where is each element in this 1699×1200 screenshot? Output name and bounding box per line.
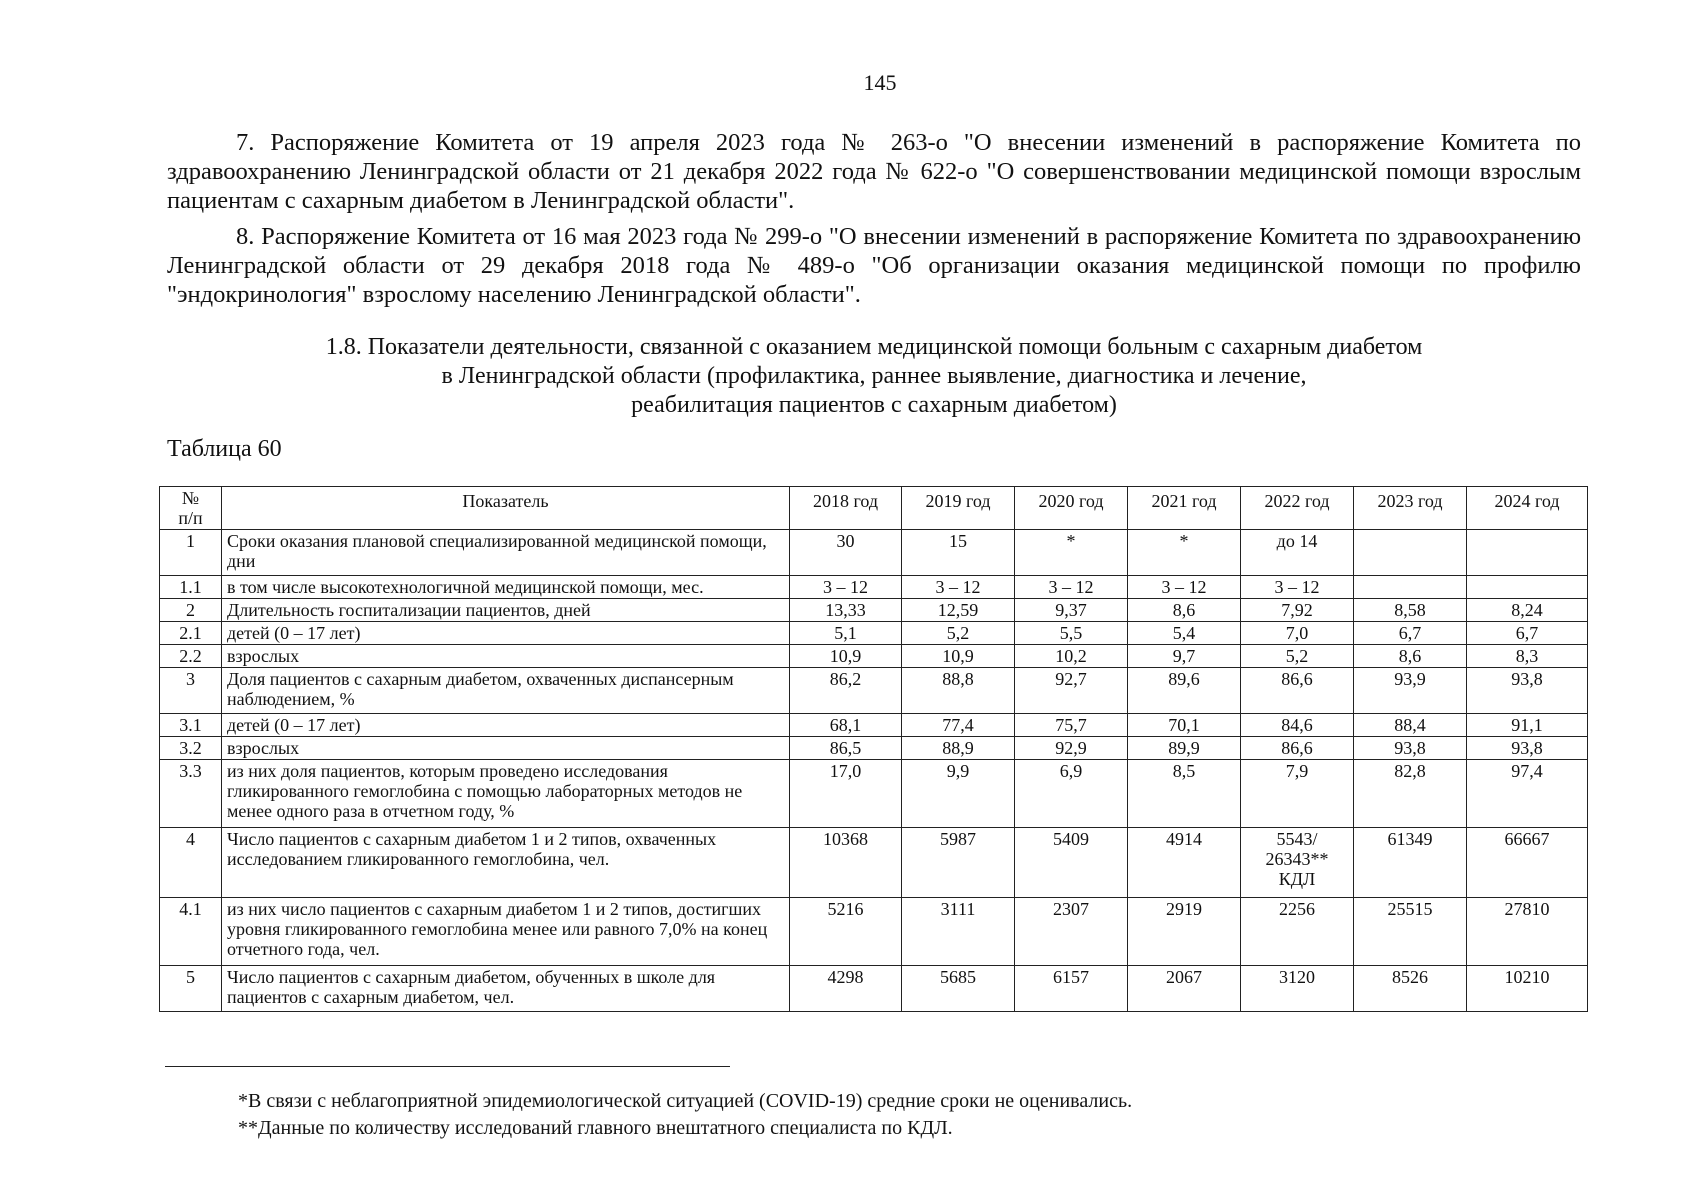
table-row: [160, 576, 1588, 599]
row-value: 5987: [902, 828, 1015, 898]
page-number: 145: [863, 70, 897, 95]
row-indicator: детей (0 – 17 лет): [222, 622, 790, 645]
row-value: 86,5: [790, 737, 902, 760]
table-row: [160, 668, 1588, 714]
row-value: 30: [790, 530, 902, 576]
header-year: 2024 год: [1467, 487, 1588, 530]
row-value: 86,6: [1241, 737, 1354, 760]
row-value: 9,37: [1015, 599, 1128, 622]
row-value: 2919: [1128, 898, 1241, 966]
row-number: 3.3: [160, 760, 222, 828]
row-value: 88,4: [1354, 714, 1467, 737]
row-value: 89,9: [1128, 737, 1241, 760]
row-value: [1467, 530, 1588, 576]
table-header-row: [160, 487, 1588, 530]
row-value: 92,7: [1015, 668, 1128, 714]
table-row: [160, 898, 1588, 966]
row-value: 3 – 12: [902, 576, 1015, 599]
section-title-line: реабилитация пациентов с сахарным диабетом): [631, 392, 1117, 418]
row-value: 10368: [790, 828, 902, 898]
row-value: 10,9: [902, 645, 1015, 668]
row-value: 6,7: [1467, 622, 1588, 645]
row-value: 5685: [902, 966, 1015, 1012]
row-value: 84,6: [1241, 714, 1354, 737]
row-value: 5543/ 26343** КДЛ: [1241, 828, 1354, 898]
row-value: 82,8: [1354, 760, 1467, 828]
row-number: 3.2: [160, 737, 222, 760]
row-value: 7,0: [1241, 622, 1354, 645]
table-row: [160, 530, 1588, 576]
row-value: 92,9: [1015, 737, 1128, 760]
row-value: 8,6: [1354, 645, 1467, 668]
row-value: *: [1128, 530, 1241, 576]
header-num: [160, 487, 222, 530]
footnote-2: **Данные по количеству исследований главного внештатного специалиста по КДЛ.: [238, 1117, 953, 1139]
row-value: *: [1015, 530, 1128, 576]
table-row: [160, 966, 1588, 1012]
row-value: 66667: [1467, 828, 1588, 898]
row-value: 7,9: [1241, 760, 1354, 828]
row-value: 2067: [1128, 966, 1241, 1012]
table-row: [160, 714, 1588, 737]
row-value: 86,2: [790, 668, 902, 714]
row-value: 88,8: [902, 668, 1015, 714]
row-indicator: из них доля пациентов, которым проведено исследования гликированного гемоглобина с помощью лабораторных методов не менее одного раза в отчетном году, %: [222, 760, 790, 828]
row-value: 25515: [1354, 898, 1467, 966]
row-value: 86,6: [1241, 668, 1354, 714]
row-value: [1354, 576, 1467, 599]
table-row: [160, 828, 1588, 898]
row-value: 3111: [902, 898, 1015, 966]
row-value: 5216: [790, 898, 902, 966]
row-value: 97,4: [1467, 760, 1588, 828]
row-value: 8,58: [1354, 599, 1467, 622]
row-value: 3 – 12: [1241, 576, 1354, 599]
row-value: 27810: [1467, 898, 1588, 966]
row-indicator: Доля пациентов с сахарным диабетом, охваченных диспансерным наблюдением, %: [222, 668, 790, 714]
row-value: 75,7: [1015, 714, 1128, 737]
row-value: 2256: [1241, 898, 1354, 966]
row-indicator: взрослых: [222, 737, 790, 760]
row-number: 2: [160, 599, 222, 622]
table-row: [160, 737, 1588, 760]
row-indicator: в том числе высокотехнологичной медицинской помощи, мес.: [222, 576, 790, 599]
row-number: 3.1: [160, 714, 222, 737]
paragraph-8: 8. Распоряжение Комитета от 16 мая 2023 года № 299-о "О внесении изменений в распоряжение Комитета по здравоохранению Ленинградской области от 29 декабря 2018 года № 489-о "Об организации оказания медицинской помощи по профилю "эндокринология" взрослому населению Ленинградской области".: [167, 223, 1581, 308]
row-indicator: из них число пациентов с сахарным диабетом 1 и 2 типов, достигших уровня гликированного гемоглобина менее или равного 7,0% на конец отчетного года, чел.: [222, 898, 790, 966]
indicators-table: [159, 486, 1588, 1012]
row-value: 5,2: [902, 622, 1015, 645]
row-value: 17,0: [790, 760, 902, 828]
header-indicator: Показатель: [222, 487, 790, 530]
row-value: 61349: [1354, 828, 1467, 898]
table-row: [160, 622, 1588, 645]
row-value: 3120: [1241, 966, 1354, 1012]
row-value: 7,92: [1241, 599, 1354, 622]
row-value: 3 – 12: [1015, 576, 1128, 599]
header-year: 2018 год: [790, 487, 902, 530]
row-number: 1: [160, 530, 222, 576]
header-year: 2023 год: [1354, 487, 1467, 530]
row-value: [1467, 576, 1588, 599]
row-indicator: Сроки оказания плановой специализированной медицинской помощи, дни: [222, 530, 790, 576]
section-title-line: 1.8. Показатели деятельности, связанной с оказанием медицинской помощи больным с сахарным диабетом: [325, 334, 1423, 360]
row-value: 5,4: [1128, 622, 1241, 645]
row-indicator: детей (0 – 17 лет): [222, 714, 790, 737]
row-value: 68,1: [790, 714, 902, 737]
row-value: 10,2: [1015, 645, 1128, 668]
row-value: 8,6: [1128, 599, 1241, 622]
row-value: 88,9: [902, 737, 1015, 760]
row-value: 2307: [1015, 898, 1128, 966]
row-value: 15: [902, 530, 1015, 576]
row-value: 77,4: [902, 714, 1015, 737]
row-number: 5: [160, 966, 222, 1012]
row-value: 5,1: [790, 622, 902, 645]
row-value: 93,8: [1467, 668, 1588, 714]
paragraph-7: 7. Распоряжение Комитета от 19 апреля 2023 года № 263-о "О внесении изменений в распоряжение Комитета по здравоохранению Ленинградской области от 21 декабря 2022 года № 622-о "О совершенствовании медицинской помощи взрослым пациентам с сахарным диабетом в Ленинградской области".: [167, 129, 1581, 214]
row-value: 4914: [1128, 828, 1241, 898]
row-indicator: Число пациентов с сахарным диабетом 1 и 2 типов, охваченных исследованием гликированного гемоглобина, чел.: [222, 828, 790, 898]
row-indicator: Число пациентов с сахарным диабетом, обученных в школе для пациентов с сахарным диабетом, чел.: [222, 966, 790, 1012]
row-value: 10210: [1467, 966, 1588, 1012]
header-year: 2019 год: [902, 487, 1015, 530]
row-value: 6157: [1015, 966, 1128, 1012]
section-title-line: в Ленинградской области (профилактика, раннее выявление, диагностика и лечение,: [441, 363, 1307, 389]
row-number: 4.1: [160, 898, 222, 966]
section-title: [167, 333, 1581, 420]
row-value: 13,33: [790, 599, 902, 622]
header-num-line: п/п: [178, 508, 203, 528]
header-year: 2021 год: [1128, 487, 1241, 530]
footnote-1: *В связи с неблагоприятной эпидемиологической ситуацией (COVID-19) средние сроки не оценивались.: [238, 1090, 1133, 1112]
row-value: 93,9: [1354, 668, 1467, 714]
row-value: [1354, 530, 1467, 576]
row-value: 91,1: [1467, 714, 1588, 737]
row-value: 3 – 12: [1128, 576, 1241, 599]
row-value: 93,8: [1467, 737, 1588, 760]
row-value: 70,1: [1128, 714, 1241, 737]
table-row: [160, 760, 1588, 828]
table-caption: Таблица 60: [167, 436, 282, 462]
table-row: [160, 599, 1588, 622]
footnote-divider: [165, 1066, 730, 1067]
row-value: 5,2: [1241, 645, 1354, 668]
row-value: 9,7: [1128, 645, 1241, 668]
row-number: 3: [160, 668, 222, 714]
header-year: 2020 год: [1015, 487, 1128, 530]
row-value: 89,6: [1128, 668, 1241, 714]
row-value: 3 – 12: [790, 576, 902, 599]
table-row: [160, 645, 1588, 668]
table-body: [160, 530, 1588, 1012]
row-value: 10,9: [790, 645, 902, 668]
row-value: 12,59: [902, 599, 1015, 622]
row-indicator: Длительность госпитализации пациентов, дней: [222, 599, 790, 622]
row-value: 5409: [1015, 828, 1128, 898]
row-value: 8,3: [1467, 645, 1588, 668]
row-value: 8,5: [1128, 760, 1241, 828]
row-number: 2.2: [160, 645, 222, 668]
row-value: 4298: [790, 966, 902, 1012]
header-num-line: №: [181, 488, 200, 508]
row-indicator: взрослых: [222, 645, 790, 668]
row-value: до 14: [1241, 530, 1354, 576]
row-number: 2.1: [160, 622, 222, 645]
row-number: 4: [160, 828, 222, 898]
row-value: 6,7: [1354, 622, 1467, 645]
row-value: 8,24: [1467, 599, 1588, 622]
row-value: 9,9: [902, 760, 1015, 828]
row-value: 6,9: [1015, 760, 1128, 828]
row-value: 93,8: [1354, 737, 1467, 760]
header-year: 2022 год: [1241, 487, 1354, 530]
row-number: 1.1: [160, 576, 222, 599]
row-value: 5,5: [1015, 622, 1128, 645]
row-value: 8526: [1354, 966, 1467, 1012]
